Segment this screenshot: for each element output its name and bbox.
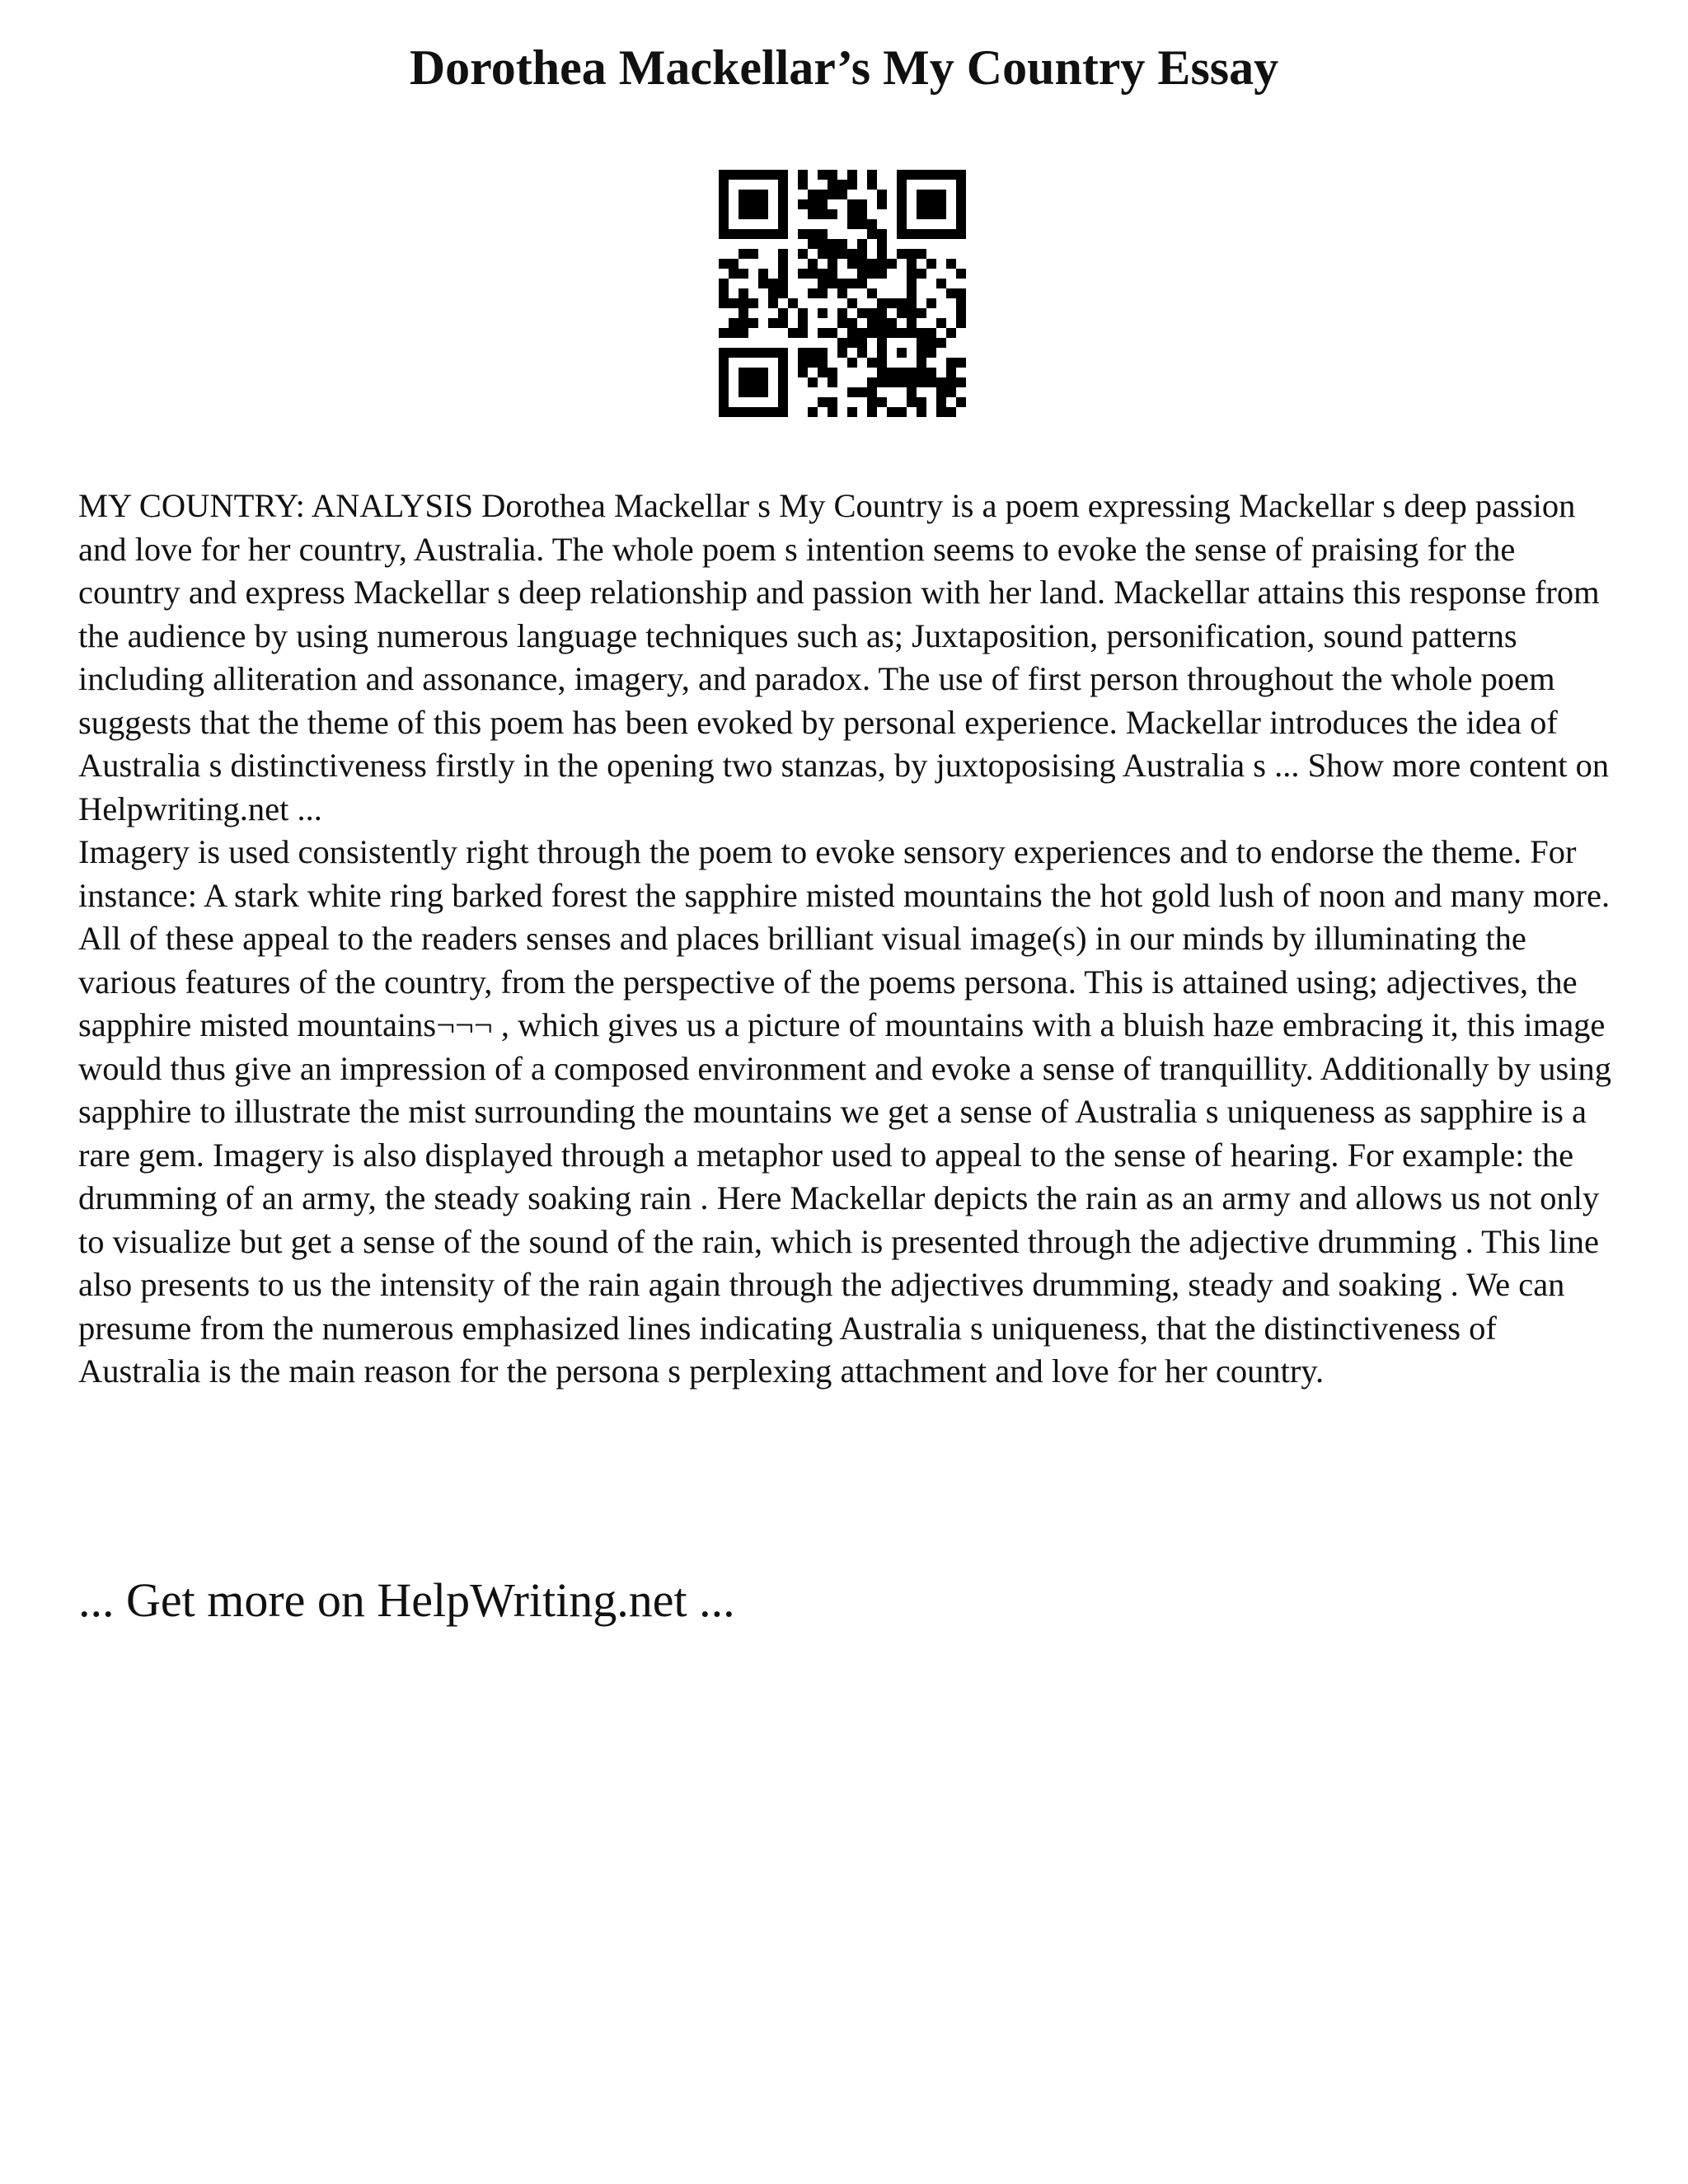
essay-paragraph-2: Imagery is used consistently right through the poem to evoke sensory experiences and to endorse the theme. For instance: A stark white ring barked forest the sapphire misted mountains the hot gold lush of noon and many more. All of these appeal to the readers senses and places brilliant visual image(s) in our minds by illuminating the various features of the country, from the perspective of the poems persona. This is attained using; adjectives, the sapphire misted mountains¬¬¬ , which gives us a picture of mountains with a bluish haze embracing it, this image would thus give an impression of a composed environment and evoke a sense of tranquillity. Additionally by using sapphire to illustrate the mist surrounding the mountains we get a sense of Australia s uniqueness as sapphire is a rare gem. Imagery is also displayed through a metaphor used to appeal to the sense of hearing. For example: the drumming of an army, the steady soaking rain . Here Mackellar depicts the rain as an army and allows us not only to visualize but get a sense of the sound of the rain, which is presented through the adjective drumming . This line also presents to us the intensity of the rain again through the adjectives drumming, steady and soaking . We can presume from the numerous emphasized lines indicating Australia s uniqueness, that the distinctiveness of Australia is the main reason for the persona s perplexing attachment and love for her country.	[78, 833, 1612, 1390]
essay-paragraph-1: MY COUNTRY: ANALYSIS Dorothea Mackellar s My Country is a poem expressing Mackellar s deep passion and love for her country, Australia. The whole poem s intention seems to evoke the sense of praising for the country and express Mackellar s deep relationship and passion with her land. Mackellar attains this response from the audience by using numerous language techniques such as; Juxtaposition, personification, sound patterns including alliteration and assonance, imagery, and paradox. The use of first person throughout the whole poem suggests that the theme of this poem has been evoked by personal experience. Mackellar introduces the idea of Australia s distinctiveness firstly in the opening two stanzas, by juxtoposising Australia s ... Show more content on Helpwriting.net ...	[78, 487, 1610, 827]
essay-body	[78, 485, 1620, 1394]
page-title: Dorothea Mackellar’s My Country Essay	[409, 40, 1279, 95]
qr-code-icon	[719, 170, 966, 417]
get-more-link[interactable]: ... Get more on HelpWriting.net ...	[78, 1573, 735, 1627]
